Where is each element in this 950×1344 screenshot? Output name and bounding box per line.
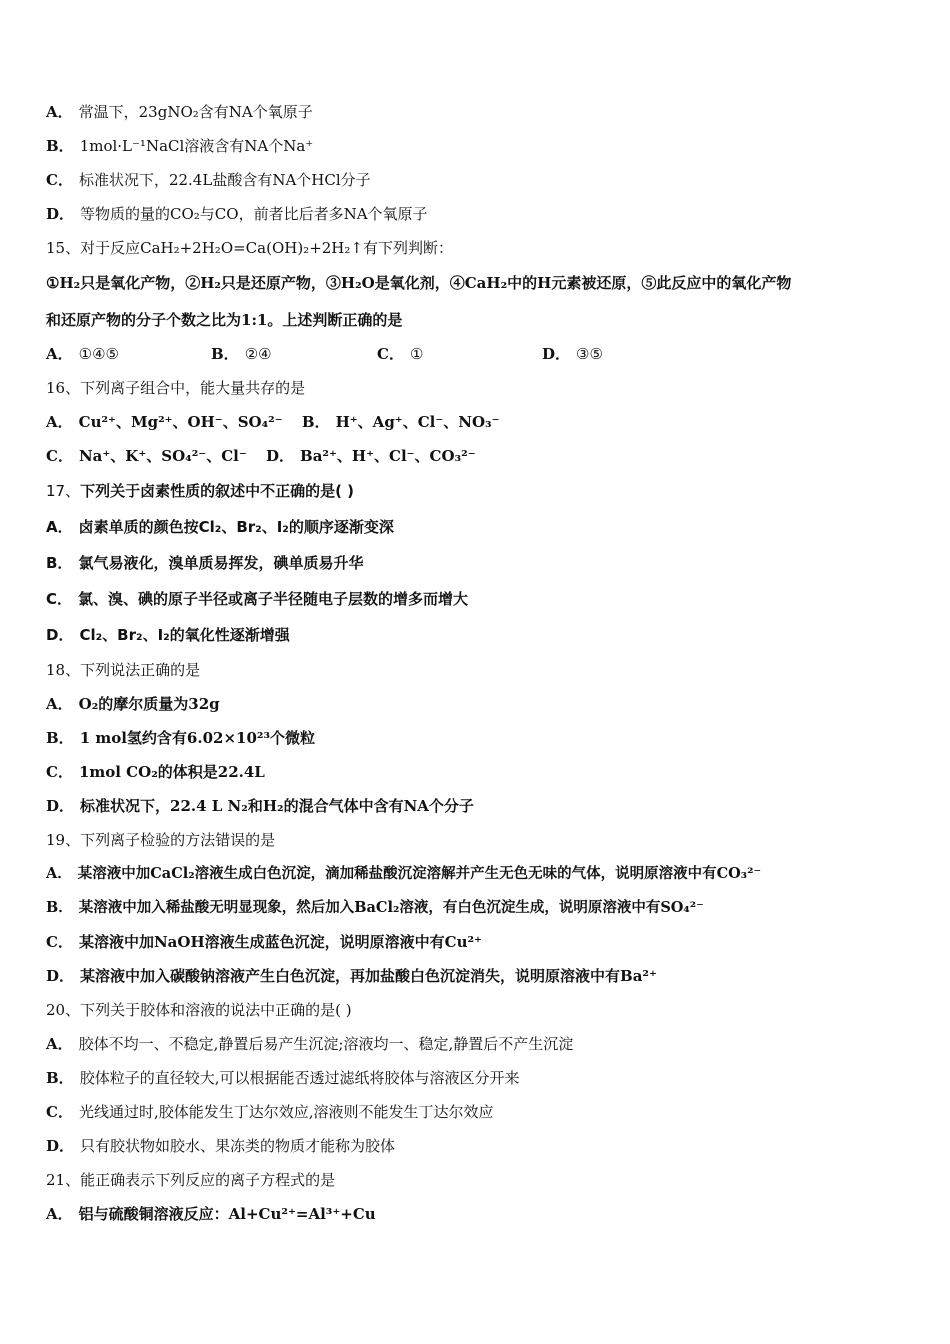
q15-statements-cont: 和还原产物的分子个数之比为1:1。上述判断正确的是 <box>46 311 403 329</box>
q17-option-a: A． 卤素单质的颜色按Cl₂、Br₂、I₂的顺序逐渐变深 <box>46 518 394 536</box>
q18-stem: 18、下列说法正确的是 <box>46 661 201 679</box>
q15-statements: ①H₂只是氧化产物，②H₂只是还原产物，③H₂O是氧化剂，④CaH₂中的H元素被还原，⑤此反应中的氧化产物 <box>46 274 792 292</box>
q15-option-d: D． ③⑤ <box>542 345 603 363</box>
q18-option-d: D． 标准状况下，22.4 L N₂和H₂的混合气体中含有NA个分子 <box>46 797 474 815</box>
q15-option-b: B． ②④ <box>211 345 272 363</box>
q20-option-a: A． 胶体不均一、不稳定,静置后易产生沉淀;溶液均一、稳定,静置后不产生沉淀 <box>46 1035 574 1053</box>
q20-option-c: C． 光线通过时,胶体能发生丁达尔效应,溶液则不能发生丁达尔效应 <box>46 1103 494 1121</box>
q14-option-d: D． 等物质的量的CO₂与CO，前者比后者多NA个氧原子 <box>46 205 428 223</box>
q19-stem: 19、下列离子检验的方法错误的是 <box>46 831 276 849</box>
q17-option-c: C． 氯、溴、碘的原子半径或离子半径随电子层数的增多而增大 <box>46 590 469 608</box>
q16-option-c: C． Na⁺、K⁺、SO₄²⁻、Cl⁻ <box>46 447 247 465</box>
q18-option-c: C． 1mol CO₂的体积是22.4L <box>46 763 265 781</box>
q16-stem: 16、下列离子组合中，能大量共存的是 <box>46 379 306 397</box>
q14-option-b: B． 1mol·L⁻¹NaCl溶液含有NA个Na⁺ <box>46 137 314 155</box>
q20-option-d: D． 只有胶状物如胶水、果冻类的物质才能称为胶体 <box>46 1137 396 1155</box>
q20-stem: 20、下列关于胶体和溶液的说法中正确的是( ) <box>46 1001 352 1019</box>
q17-option-b: B． 氯气易液化，溴单质易挥发，碘单质易升华 <box>46 554 364 572</box>
q15-options <box>46 344 906 364</box>
q15-stem: 15、对于反应CaH₂+2H₂O=Ca(OH)₂+2H₂↑有下列判断： <box>46 239 453 257</box>
q17-stem: 17、下列关于卤素性质的叙述中不正确的是( ) <box>46 482 355 500</box>
q17-option-d: D． Cl₂、Br₂、I₂的氧化性逐渐增强 <box>46 626 290 644</box>
q16-options-ab <box>46 412 500 432</box>
q19-option-b: B． 某溶液中加入稀盐酸无明显现象，然后加入BaCl₂溶液，有白色沉淀生成，说明原溶液中有SO₄²⁻ <box>46 899 704 916</box>
q16-option-d: D． Ba²⁺、H⁺、Cl⁻、CO₃²⁻ <box>266 447 476 465</box>
q18-option-b: B． 1 mol氢约含有6.02×10²³个微粒 <box>46 729 316 747</box>
q19-option-a: A． 某溶液中加CaCl₂溶液生成白色沉淀，滴加稀盐酸沉淀溶解并产生无色无味的气体，说明原溶液中有CO₃²⁻ <box>46 865 762 882</box>
q20-option-b: B． 胶体粒子的直径较大,可以根据能否透过滤纸将胶体与溶液区分开来 <box>46 1069 520 1087</box>
q14-option-a: A． 常温下，23gNO₂含有NA个氧原子 <box>46 103 313 121</box>
q15-option-a: A． ①④⑤ <box>46 345 119 363</box>
q19-option-d: D． 某溶液中加入碳酸钠溶液产生白色沉淀，再加盐酸白色沉淀消失，说明原溶液中有Ba²⁺ <box>46 967 657 985</box>
q16-option-b: B． H⁺、Ag⁺、Cl⁻、NO₃⁻ <box>301 413 500 431</box>
q16-options-cd <box>46 446 476 466</box>
q16-option-a: A． Cu²⁺、Mg²⁺、OH⁻、SO₄²⁻ <box>46 413 283 431</box>
q15-option-c: C． ① <box>377 345 424 363</box>
q18-option-a: A． O₂的摩尔质量为32g <box>46 695 220 713</box>
q14-option-c: C． 标准状况下，22.4L盐酸含有NA个HCl分子 <box>46 171 371 189</box>
q21-option-a: A． 铝与硫酸铜溶液反应：Al+Cu²⁺=Al³⁺+Cu <box>46 1205 376 1223</box>
q21-stem: 21、能正确表示下列反应的离子方程式的是 <box>46 1171 336 1189</box>
q19-option-c: C． 某溶液中加NaOH溶液生成蓝色沉淀，说明原溶液中有Cu²⁺ <box>46 933 482 951</box>
